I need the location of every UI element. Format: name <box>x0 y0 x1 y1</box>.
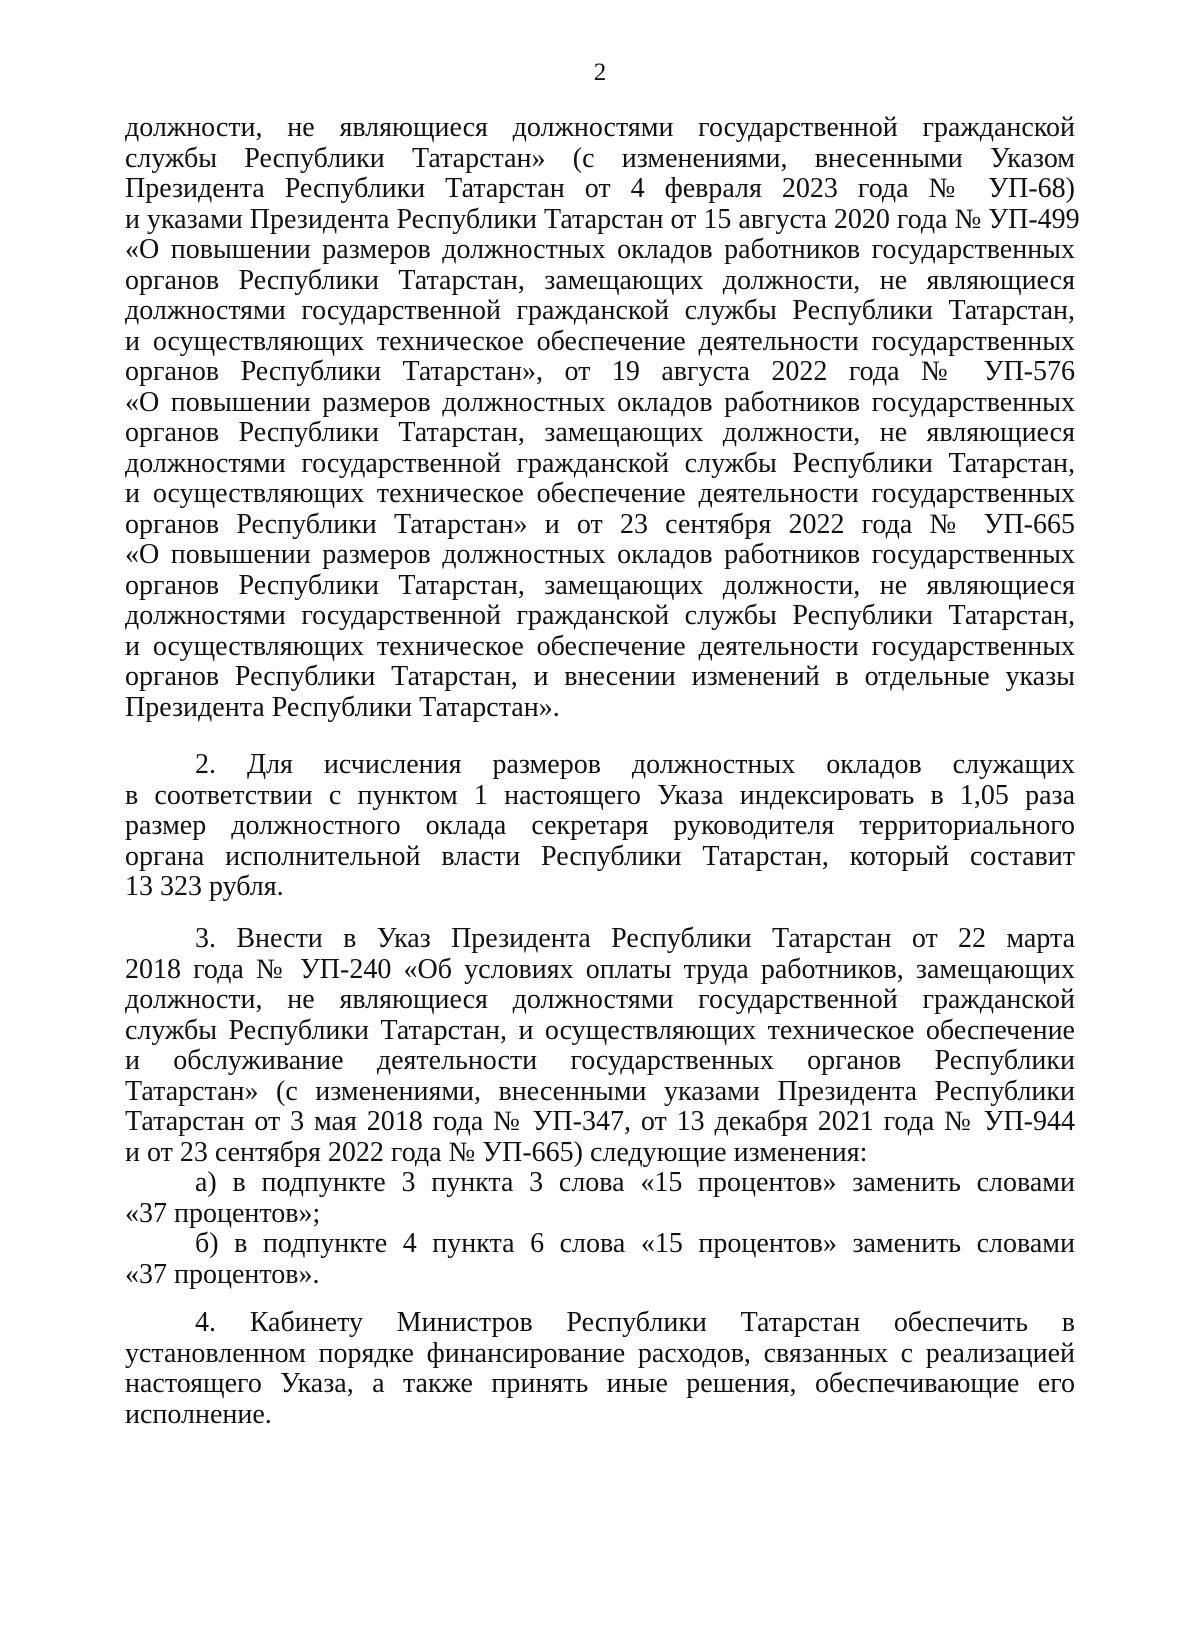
text-line: Президента Республики Татарстан от 4 февраля 2023 года № УП-68) <box>125 173 1075 204</box>
text-line: органов Республики Татарстан» и от 23 сентября 2022 года № УП-665 <box>125 508 1075 540</box>
text-line: органов Республики Татарстан, замещающих должности, не являющиеся <box>125 417 1075 448</box>
text-line: «37 процентов». <box>125 1258 320 1290</box>
text-line: 2018 года № УП-240 «Об условиях оплаты труда работников, замещающих <box>125 953 1075 985</box>
text-line: размер должностного оклада секретаря руководителя территориального <box>125 810 1075 841</box>
text-line: службы Республики Татарстан, и осуществляющих техническое обеспечение <box>125 1014 1075 1046</box>
text-line: органов Республики Татарстан, замещающих должности, не являющиеся <box>125 264 1075 296</box>
paragraph-1 <box>125 112 1080 723</box>
paragraph-4 <box>125 1308 1075 1430</box>
text-line: должностями государственной гражданской службы Республики Татарстан, <box>125 600 1075 631</box>
text-line: и осуществляющих техническое обеспечение деятельности государственных <box>125 325 1075 357</box>
text-line: Татарстан от 3 мая 2018 года № УП-347, от 13 декабря 2021 года № УП-944 <box>125 1106 1075 1137</box>
text-line: установленном порядке финансирование расходов, связанных с реализацией <box>125 1337 1075 1369</box>
text-line: должностями государственной гражданской службы Республики Татарстан, <box>125 447 1075 479</box>
text-line: «О повышении размеров должностных окладов работников государственных <box>125 386 1075 418</box>
text-line: 13 323 рубля. <box>125 871 284 902</box>
text-line: должности, не являющиеся должностями государственной гражданской <box>125 984 1075 1015</box>
text-line: и осуществляющих техническое обеспечение деятельности государственных <box>125 630 1075 662</box>
text-line: органов Республики Татарстан», от 19 августа 2022 года № УП-576 <box>125 356 1075 387</box>
paragraph-2 <box>125 750 1075 903</box>
text-line: Татарстан» (с изменениями, внесенными указами Президента Республики <box>125 1075 1075 1107</box>
text-line: органов Республики Татарстан, замещающих должности, не являющиеся <box>125 569 1075 601</box>
text-line: должностями государственной гражданской службы Республики Татарстан, <box>125 295 1075 326</box>
text-line: и осуществляющих техническое обеспечение деятельности государственных <box>125 478 1075 509</box>
text-line: 2. Для исчисления размеров должностных окладов служащих <box>195 749 1075 780</box>
text-line: настоящего Указа, а также принять иные решения, обеспечивающие его <box>125 1368 1075 1399</box>
text-line: должности, не являющиеся должностями государственной гражданской <box>125 112 1075 143</box>
text-line: и от 23 сентября 2022 года № УП-665) следующие изменения: <box>125 1136 868 1168</box>
text-line: исполнение. <box>125 1398 272 1430</box>
text-line: а) в подпункте 3 пункта 3 слова «15 процентов» заменить словами <box>195 1167 1075 1198</box>
page-number: 2 <box>593 59 607 86</box>
paragraph-3 <box>125 924 1075 1290</box>
text-line: и указами Президента Республики Татарстан от 15 августа 2020 года № УП-499 <box>125 203 1080 235</box>
text-line: «О повышении размеров должностных окладов работников государственных <box>125 539 1075 570</box>
text-line: органов Республики Татарстан, и внесении изменений в отдельные указы <box>125 661 1075 692</box>
text-line: органа исполнительной власти Республики Татарстан, который составит <box>125 840 1075 872</box>
text-line: 3. Внести в Указ Президента Республики Татарстан от 22 марта <box>195 923 1075 954</box>
text-line: б) в подпункте 4 пункта 6 слова «15 процентов» заменить словами <box>195 1228 1075 1259</box>
text-line: Президента Республики Татарстан». <box>125 691 560 723</box>
text-line: и обслуживание деятельности государственных органов Республики <box>125 1045 1075 1076</box>
text-line: в соответствии с пунктом 1 настоящего Указа индексировать в 1,05 раза <box>125 779 1075 811</box>
text-line: службы Республики Татарстан» (с изменениями, внесенными Указом <box>125 142 1075 174</box>
text-line: «37 процентов»; <box>125 1197 321 1229</box>
text-line: 4. Кабинету Министров Республики Татарстан обеспечить в <box>195 1307 1075 1338</box>
text-line: «О повышении размеров должностных окладов работников государственных <box>125 234 1075 265</box>
